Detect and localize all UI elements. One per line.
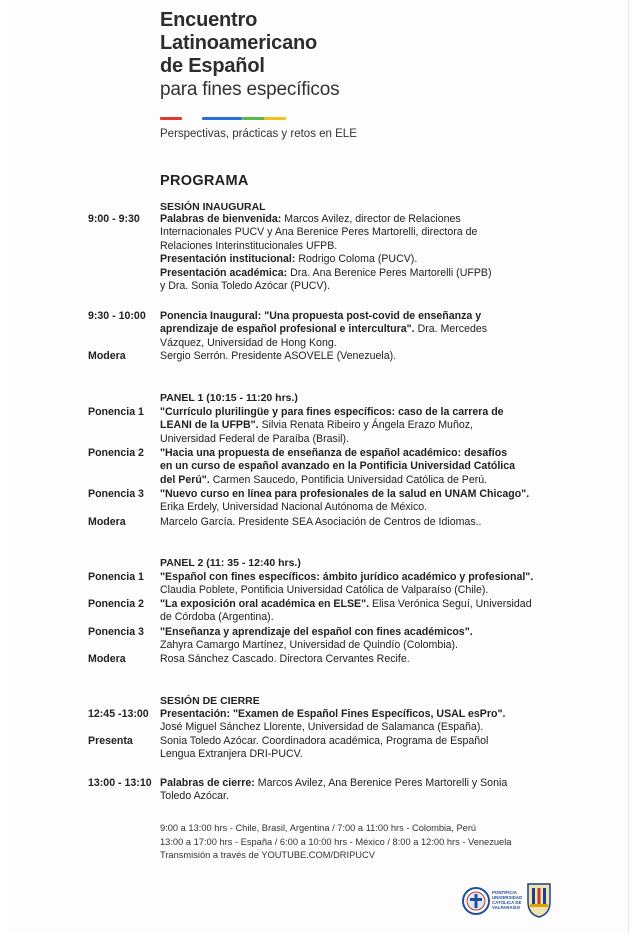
item-bold-text: Presentación institucional: xyxy=(160,253,296,266)
schedule-item xyxy=(160,735,560,762)
item-text: Erika Erdely, Universidad Nacional Autónoma de México. xyxy=(160,501,428,514)
item-bold-text: Presentación académica: xyxy=(160,266,288,279)
item-text: Sonia Toledo Azócar. Coordinadora académica, Programa de Español xyxy=(160,735,489,747)
moderator-text: Marcelo García. Presidente SEA Asociación de Centros de Idiomas.. xyxy=(160,516,482,528)
title-line-3: de Español xyxy=(160,55,265,77)
item-text: Dra. Mercedes xyxy=(414,323,488,336)
footer-line: 9:00 a 13:00 hrs - Chile, Brasil, Argentina / 7:00 a 11:00 hrs - Colombia, Perú xyxy=(160,823,477,833)
item-bold-text: "Enseñanza y aprendizaje del español con fines académicos". xyxy=(160,626,473,638)
ponencia-label: Ponencia 2 xyxy=(88,447,144,459)
item-bold-text: Palabras de bienvenida: xyxy=(160,213,282,225)
item-bold-text: Presentación: "Examen de Español Fines Específicos, USAL esPro". xyxy=(160,708,506,720)
role-label: Modera xyxy=(88,350,126,362)
item-bold-text: aprendizaje de español profesional e intercultura". xyxy=(160,323,415,336)
ponencia-label: Ponencia 3 xyxy=(88,626,144,638)
ponencia-label: Ponencia 1 xyxy=(88,571,144,583)
item-text: y Dra. Sonia Toledo Azócar (PUCV). xyxy=(160,280,330,293)
item-text: Universidad Federal de Paraíba (Brasil). xyxy=(160,432,350,445)
item-text: Marcos Avilez, director de Relaciones xyxy=(281,213,461,225)
schedule-item xyxy=(160,571,560,598)
schedule-item xyxy=(160,777,560,804)
item-bold-text: "Nuevo curso en línea para profesionales de la salud en UNAM Chicago". xyxy=(160,488,530,500)
item-bold-text: en un curso de español avanzado en la Pontificia Universidad Católica xyxy=(160,460,515,473)
title-line-2: Latinoamericano xyxy=(160,32,318,54)
schedule-item xyxy=(160,310,560,350)
item-text: Elisa Verónica Seguí, Universidad xyxy=(369,598,532,610)
item-text: Carmen Saucedo, Pontificia Universidad Católica de Perú. xyxy=(209,473,488,486)
item-bold-text: "Español con fines específicos: ámbito jurídico académico y profesional". xyxy=(160,571,534,583)
item-text: Rodrigo Coloma (PUCV). xyxy=(295,253,418,266)
accent-bar-red xyxy=(160,117,182,120)
accent-bar-yellow xyxy=(264,117,286,120)
item-text: Vázquez, Universidad de Hong Kong. xyxy=(160,336,337,349)
ponencia-label: Ponencia 1 xyxy=(88,406,144,418)
item-text: Claudia Poblete, Pontificia Universidad Católica de Valparaíso (Chile). xyxy=(160,584,489,597)
logo-text: CATÓLICA DE xyxy=(492,900,522,905)
item-text: de Córdoba (Argentina). xyxy=(160,611,274,624)
title-line-1: Encuentro xyxy=(160,9,258,31)
item-text: Dra. Ana Berenice Peres Martorelli (UFPB) xyxy=(287,266,492,279)
schedule-item xyxy=(160,598,560,625)
item-bold-text: del Perú". xyxy=(160,473,210,486)
schedule-item xyxy=(160,708,560,735)
role-label: Modera xyxy=(88,516,126,528)
time-label: 13:00 - 13:10 xyxy=(88,777,152,789)
ufpb-crest-icon xyxy=(526,882,552,918)
accent-bar-blue xyxy=(202,117,242,120)
time-label: 9:00 - 9:30 xyxy=(88,213,140,225)
item-text: José Miguel Sánchez Llorente, Universidad de Salamanca (España). xyxy=(160,721,484,734)
item-text: Relaciones Interinstitucionales UFPB. xyxy=(160,239,338,252)
ufpb-logo xyxy=(526,882,552,923)
item-text: Toledo Azócar. xyxy=(160,790,229,803)
schedule-item xyxy=(160,447,560,487)
logo-text: PONTIFICIA xyxy=(492,890,517,895)
tagline: Perspectivas, prácticas y retos en ELE xyxy=(160,128,357,140)
item-text: Internacionales PUCV y Ana Berenice Peres Martorelli, directora de xyxy=(160,226,478,239)
section-title-cierre: SESIÓN DE CIERRE xyxy=(160,695,260,707)
ponencia-label: Ponencia 2 xyxy=(88,598,144,610)
footer-line: 13:00 a 17:00 hrs - España / 6:00 a 10:00 hrs - México / 8:00 a 12:00 hrs - Venezuela xyxy=(160,836,512,847)
logo-text: UNIVERSIDAD xyxy=(492,895,523,900)
schedule-item xyxy=(160,488,560,515)
timezone-footer xyxy=(160,822,511,863)
schedule-item xyxy=(160,406,560,446)
item-bold-text: "Hacia una propuesta de enseñanza de español académico: desafíos xyxy=(160,447,508,459)
time-label: 9:30 - 10:00 xyxy=(88,310,146,322)
item-text: Zahyra Camargo Martínez, Universidad de Quindío (Colombia). xyxy=(160,639,458,652)
item-bold-text: Palabras de cierre: xyxy=(160,777,255,789)
event-title xyxy=(160,9,339,101)
item-text: Marcos Avilez, Ana Berenice Peres Martorelli y Sonia xyxy=(254,777,508,789)
item-text: Silvia Renata Ribeiro y Ángela Erazo Muñoz, xyxy=(258,419,473,432)
section-title-panel-1: PANEL 1 (10:15 - 11:20 hrs.) xyxy=(160,392,298,404)
ponencia-label: Ponencia 3 xyxy=(88,488,144,500)
logo-text: VALPARAÍSO xyxy=(492,905,521,910)
item-bold-text: LEANI de la UFPB". xyxy=(160,419,259,432)
item-bold-text: "Currículo plurilingüe y para fines específicos: caso de la carrera de xyxy=(160,406,504,418)
item-bold-text: Ponencia Inaugural: "Una propuesta post-covid de enseñanza y xyxy=(160,310,482,322)
section-title-panel-2: PANEL 2 (11: 35 - 12:40 hrs.) xyxy=(160,557,301,569)
moderator-text: Sergio Serrón. Presidente ASOVELE (Venezuela). xyxy=(160,350,397,362)
moderator-text: Rosa Sánchez Cascado. Directora Cervantes Recife. xyxy=(160,653,410,665)
time-label: 12:45 -13:00 xyxy=(88,708,149,720)
role-label: Presenta xyxy=(88,735,133,747)
item-text: Lengua Extranjera DRI-PUCV. xyxy=(160,748,303,761)
schedule-item xyxy=(160,626,560,653)
program-heading: PROGRAMA xyxy=(160,173,249,189)
item-bold-text: "La exposición oral académica en ELSE". xyxy=(160,598,370,610)
pucv-logo xyxy=(462,884,522,923)
section-title-inaugural: SESIÓN INAUGURAL xyxy=(160,201,266,213)
footer-line: Transmisión a través de YOUTUBE.COM/DRIPUCV xyxy=(160,850,375,860)
role-label: Modera xyxy=(88,653,126,665)
title-line-4: para fines específicos xyxy=(160,79,340,100)
schedule-item xyxy=(160,213,560,293)
